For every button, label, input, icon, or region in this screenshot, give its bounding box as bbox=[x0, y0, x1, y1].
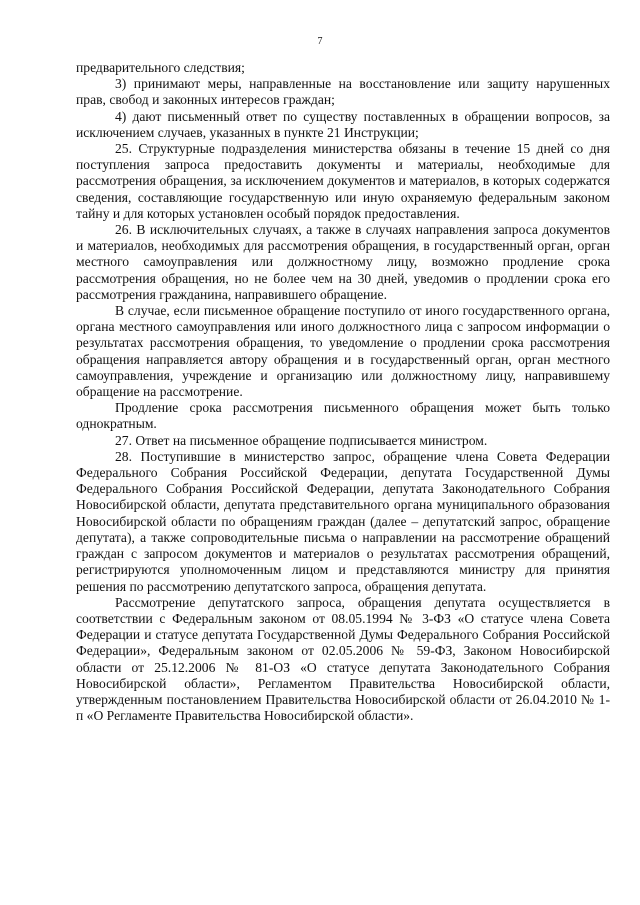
paragraph-26: 26. В исключительных случаях, а также в случаях направления запроса документов и материалов, необходимых для рассмотрения обращения, в государственный орган, орган местного самоуправления или должностному лицу, возможно продление срока рассмотрения обращения, но не более чем на 30 дней, уведомив о продлении срока его рассмотрения гражданина, направившего обращение. bbox=[76, 222, 610, 302]
paragraph-26-extension: Продление срока рассмотрения письменного обращения может быть только однократным. bbox=[76, 400, 610, 432]
paragraph-28: 28. Поступившие в министерство запрос, обращение члена Совета Федерации Федерального Собрания Российской Федерации, депутата Государственной Думы Федерального Собрания Российской Федерации, депутата Законодательного Собрания Новосибирской области, депутата представительного органа муниципального образования Новосибирской области по обращениям граждан (далее – депутатский запрос, обращение депутата), а также сопроводительные письма о направлении на рассмотрение обращений граждан с запросом документов и материалов о результатах рассмотрения обращений, регистрируются уполномоченным лицом и представляются министру для принятия решения по рассмотрению депутатского запроса, обращения депутата. bbox=[76, 448, 610, 594]
paragraph-25: 25. Структурные подразделения министерства обязаны в течение 15 дней со дня поступления запроса предоставить документы и материалы, необходимые для рассмотрения обращения, за исключением документов и материалов, в которых содержатся сведения, составляющие государственную или иную охраняемую федеральным законом тайну и для которых установлен особый порядок предоставления. bbox=[76, 141, 610, 221]
paragraph-28-consideration: Рассмотрение депутатского запроса, обращения депутата осуществляется в соответствии с Федеральным законом от 08.05.1994 № 3-ФЗ «О статусе члена Совета Федерации и статусе депутата Государственной Думы Федерального Собрания Российской Федерации», Федеральным законом от 02.05.2006 № 59-ФЗ, Законом Новосибирской области от 25.12.2006 № 81-ОЗ «О статусе депутата Законодательного Собрания Новосибирской области», Регламентом Правительства Новосибирской области, утвержденным постановлением Правительства Новосибирской области от 26.04.2010 № 1-п «О Регламенте Правительства Новосибирской области». bbox=[76, 594, 610, 724]
paragraph-item-4: 4) дают письменный ответ по существу поставленных в обращении вопросов, за исключением случаев, указанных в пункте 21 Инструкции; bbox=[76, 108, 610, 140]
paragraph-27: 27. Ответ на письменное обращение подписывается министром. bbox=[115, 432, 488, 448]
page-number: 7 bbox=[317, 36, 323, 47]
paragraph-26-case: В случае, если письменное обращение поступило от иного государственного органа, органа местного самоуправления или иного должностного лица с запросом информации о результатах рассмотрения обращения, то уведомление о продлении срока рассмотрения обращения направляется автору обращения и в государственный орган, орган местного самоуправления, учреждение и организацию или должностному лицу, направившему обращение на рассмотрение. bbox=[76, 303, 610, 400]
paragraph-continuation: предварительного следствия; bbox=[76, 60, 245, 75]
paragraph-item-3: 3) принимают меры, направленные на восстановление или защиту нарушенных прав, свобод и законных интересов граждан; bbox=[76, 76, 610, 108]
document-body bbox=[76, 60, 610, 724]
